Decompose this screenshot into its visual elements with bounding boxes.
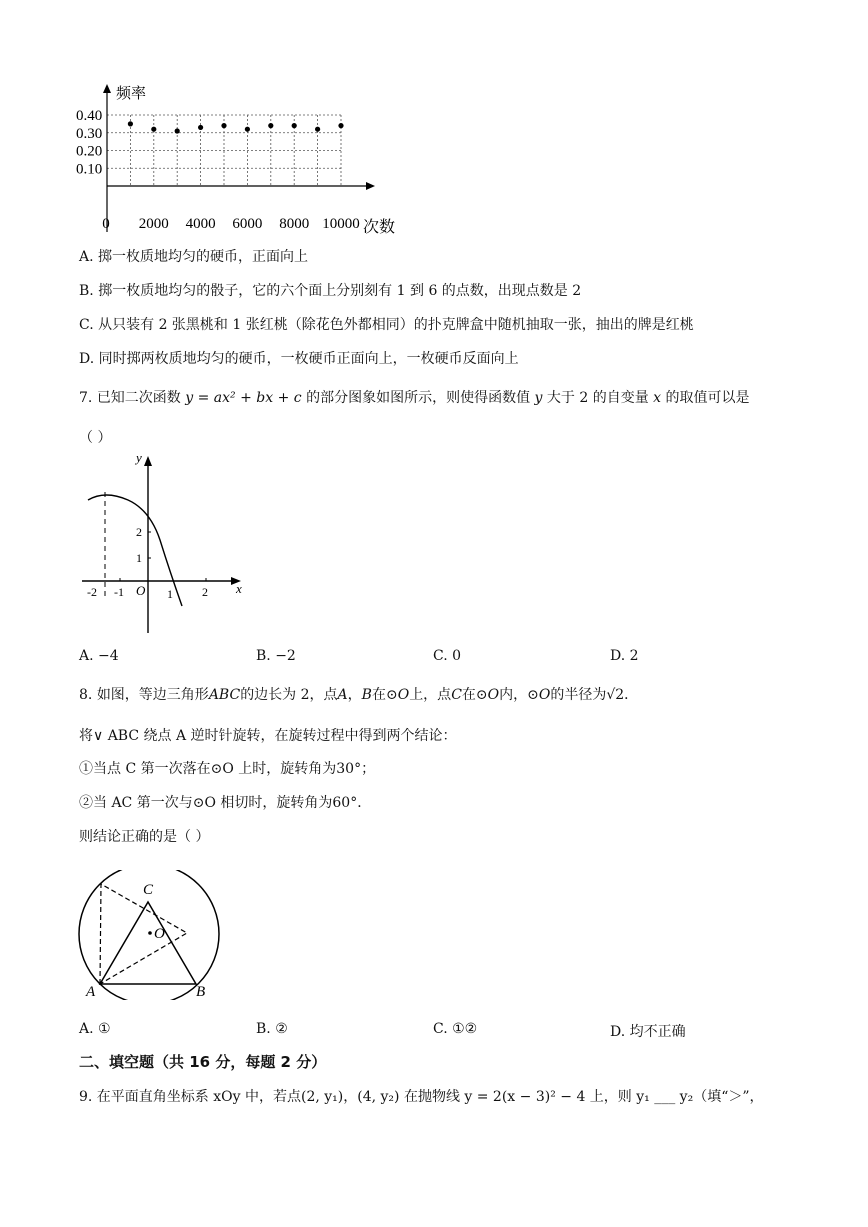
data-point bbox=[175, 128, 180, 133]
data-point bbox=[221, 123, 226, 128]
q8-text: 上，点 bbox=[409, 687, 452, 703]
data-point bbox=[292, 123, 297, 128]
q8-center-dot bbox=[148, 931, 152, 935]
data-point bbox=[245, 127, 250, 132]
q8-option-d[interactable]: D. 均不正确 bbox=[610, 1024, 686, 1040]
q8-point-a: A bbox=[337, 687, 348, 703]
section-heading-fill-in: 二、填空题（共 16 分，每题 2 分） bbox=[79, 1053, 327, 1071]
q7-text-b: 的部分图象如图所示，则使得函数值 bbox=[306, 390, 531, 406]
data-point bbox=[151, 127, 156, 132]
q8-label-c: C bbox=[143, 882, 154, 898]
x-tick-label: 0 bbox=[102, 216, 110, 232]
q8-triangle bbox=[100, 902, 196, 984]
q8-label-a: A bbox=[86, 984, 96, 1000]
q8-option-b[interactable]: B. ② bbox=[256, 1021, 288, 1037]
y-tick-labels bbox=[76, 108, 102, 177]
q8-text: 在⊙ bbox=[461, 687, 488, 703]
q8-option-c[interactable]: C. ①② bbox=[433, 1021, 478, 1037]
q8-text: ， bbox=[347, 687, 362, 703]
x-tick-label: 6000 bbox=[232, 216, 263, 232]
q8-circle-figure bbox=[74, 870, 234, 1000]
q7-text-a: 已知二次函数 bbox=[96, 390, 181, 406]
q8-conclusion-2: ②当 AC 第一次与⊙O 相切时，旋转角为60°． bbox=[79, 795, 372, 811]
x-tick-label: 2000 bbox=[138, 216, 169, 232]
q7-text-d: 的取值可以是 bbox=[665, 390, 750, 406]
x-axis-arrow bbox=[366, 182, 375, 190]
data-point bbox=[315, 127, 320, 132]
q8-question: 则结论正确的是（ ） bbox=[79, 829, 210, 845]
q8-radius: √2 bbox=[606, 687, 625, 703]
q7-x-label: x bbox=[236, 581, 242, 596]
q8-text: 如图，等边三角形 bbox=[96, 687, 209, 703]
q7-var-y: y bbox=[534, 390, 543, 406]
x-tick-labels bbox=[102, 216, 360, 232]
data-point bbox=[128, 121, 133, 126]
q7-y-label: y bbox=[136, 450, 142, 465]
data-point bbox=[198, 125, 203, 130]
q8-text: 内，⊙ bbox=[499, 687, 539, 703]
q7-var-x: x bbox=[653, 390, 662, 406]
y-tick-label: 0.30 bbox=[76, 125, 103, 142]
q6-option-b[interactable]: B. 掷一枚质地均匀的骰子，它的六个面上分别刻有 1 到 6 的点数，出现点数是 2 bbox=[79, 283, 582, 299]
q8-label-o: O bbox=[154, 926, 165, 942]
q8-circle-o: O bbox=[487, 687, 500, 703]
data-points bbox=[128, 121, 344, 133]
x-axis-label: 次数 bbox=[363, 219, 396, 236]
q8-text: 的边长为 2，点 bbox=[240, 687, 338, 703]
q7-y-tick-2: 2 bbox=[136, 525, 142, 539]
q7-number: 7. bbox=[79, 390, 93, 406]
data-point bbox=[338, 123, 343, 128]
q7-option-b[interactable]: B. −2 bbox=[256, 648, 296, 664]
q8-text: 的半径为 bbox=[550, 687, 607, 703]
q8-circle-o: O bbox=[397, 687, 410, 703]
q8-line1 bbox=[79, 686, 638, 704]
q8-text: ． bbox=[624, 687, 639, 703]
y-tick-label: 0.40 bbox=[76, 108, 103, 124]
frequency-scatter-chart bbox=[70, 82, 410, 242]
q7-y-axis-arrow bbox=[144, 456, 152, 466]
q7-option-c[interactable]: C. 0 bbox=[433, 648, 462, 664]
q6-option-c[interactable]: C. 从只装有 2 张黑桃和 1 张红桃（除花色外都相同）的扑克牌盒中随机抽取一张，抽出的牌是红桃 bbox=[79, 317, 694, 333]
q7-y-tick-1: 1 bbox=[136, 551, 142, 565]
q8-rotated-triangle bbox=[100, 884, 187, 984]
q8-circle-o: O bbox=[538, 687, 551, 703]
q7-stem bbox=[79, 389, 750, 407]
q7-answer-paren: （ ） bbox=[79, 430, 112, 446]
q8-conclusion-1: ①当点 C 第一次落在⊙O 上时，旋转角为30°； bbox=[79, 761, 376, 777]
x-tick-label: 4000 bbox=[185, 216, 216, 232]
y-axis-label: 频率 bbox=[116, 86, 147, 102]
q6-option-a[interactable]: A. 掷一枚质地均匀的硬币，正面向上 bbox=[79, 249, 309, 265]
q7-origin-label: O bbox=[136, 583, 146, 598]
q7-formula: y = ax² + bx + c bbox=[185, 390, 302, 406]
q8-point-b: B bbox=[361, 687, 372, 703]
x-tick-label: 10000 bbox=[322, 216, 360, 232]
q7-option-a[interactable]: A. −4 bbox=[79, 648, 119, 664]
data-point bbox=[268, 123, 273, 128]
q7-x-tick-1: 1 bbox=[167, 587, 173, 601]
y-tick-label: 0.10 bbox=[76, 161, 103, 178]
y-tick-label: 0.20 bbox=[76, 143, 103, 160]
q7-text-c: 大于 2 的自变量 bbox=[546, 390, 649, 406]
q8-label-b: B bbox=[196, 984, 206, 1000]
q8-option-a[interactable]: A. ① bbox=[79, 1021, 111, 1037]
q7-parabola-graph bbox=[78, 450, 253, 640]
q7-option-d[interactable]: D. 2 bbox=[610, 648, 639, 664]
x-tick-label: 8000 bbox=[279, 216, 310, 232]
q8-line2: 将∨ ABC 绕点 A 逆时针旋转，在旋转过程中得到两个结论： bbox=[79, 728, 457, 744]
q7-x-tick-neg1: -1 bbox=[114, 585, 124, 599]
q8-number: 8. bbox=[79, 687, 93, 703]
q8-text: 在⊙ bbox=[371, 687, 398, 703]
q8-point-c: C bbox=[451, 687, 462, 703]
q7-x-tick-2: 2 bbox=[202, 585, 208, 599]
q8-abc: ABC bbox=[208, 687, 241, 703]
y-axis-arrow bbox=[103, 84, 111, 93]
q7-x-tick-neg2: -2 bbox=[87, 585, 97, 599]
q9-stem: 9. 在平面直角坐标系 xOy 中，若点(2, y₁)，(4, y₂) 在抛物线 y = 2(x − 3)² − 4 上，则 y₁ ___ y₂（填“＞”， bbox=[79, 1089, 764, 1105]
q6-option-d[interactable]: D. 同时掷两枚质地均匀的硬币，一枚硬币正面向上，一枚硬币反面向上 bbox=[79, 351, 519, 367]
